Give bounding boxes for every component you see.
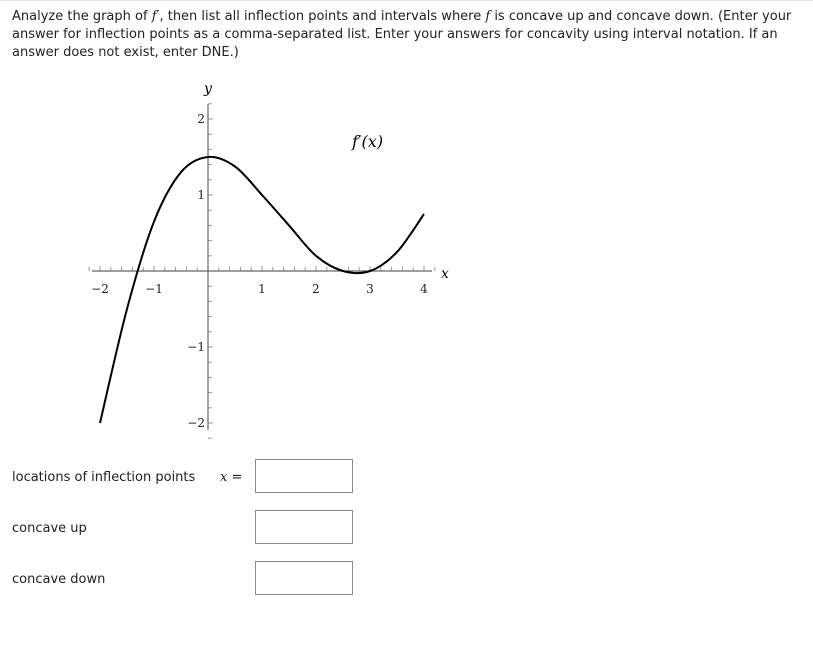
x-tick-label: 2 [312,282,320,296]
y-axis-label: y [204,81,212,97]
question-f: f [485,9,491,24]
concave-up-input[interactable] [256,511,352,543]
concave-down-box[interactable] [255,561,353,595]
y-tick-label: −1 [187,340,205,354]
concave-up-label: concave up [12,521,87,536]
concave-down-label: concave down [12,572,106,587]
y-tick-label: 2 [197,112,205,126]
x-tick-label: −2 [91,282,109,296]
x-tick-label: 3 [366,282,374,296]
x-tick-label: 4 [420,282,428,296]
question-part: is concave up and concave down. (Enter your answer for inflection points as a comma-separated list. Enter your answers for concavity using interval notation. If an answer does not exist, enter DNE.) [12,9,792,60]
inflection-points-box[interactable] [255,459,353,493]
y-tick-label: −2 [187,416,205,430]
inflection-points-input[interactable] [256,460,352,492]
concave-up-box[interactable] [255,510,353,544]
x-equals-label [220,470,242,485]
inflection-points-label: locations of inflection points [12,470,196,485]
y-tick-label: 1 [197,188,205,202]
question-part: ′, then list all inflection points and intervals where [156,9,486,24]
equals-sign: = [227,470,243,485]
x-tick-label: −1 [145,282,163,296]
question-f: f [151,9,157,24]
x-var: x [220,470,228,485]
x-tick-label: 1 [258,282,266,296]
x-axis-label: x [441,266,449,282]
question-part: Analyze the graph of [12,9,152,24]
concave-down-input[interactable] [256,562,352,594]
curve-label: f′(x) [352,132,384,151]
